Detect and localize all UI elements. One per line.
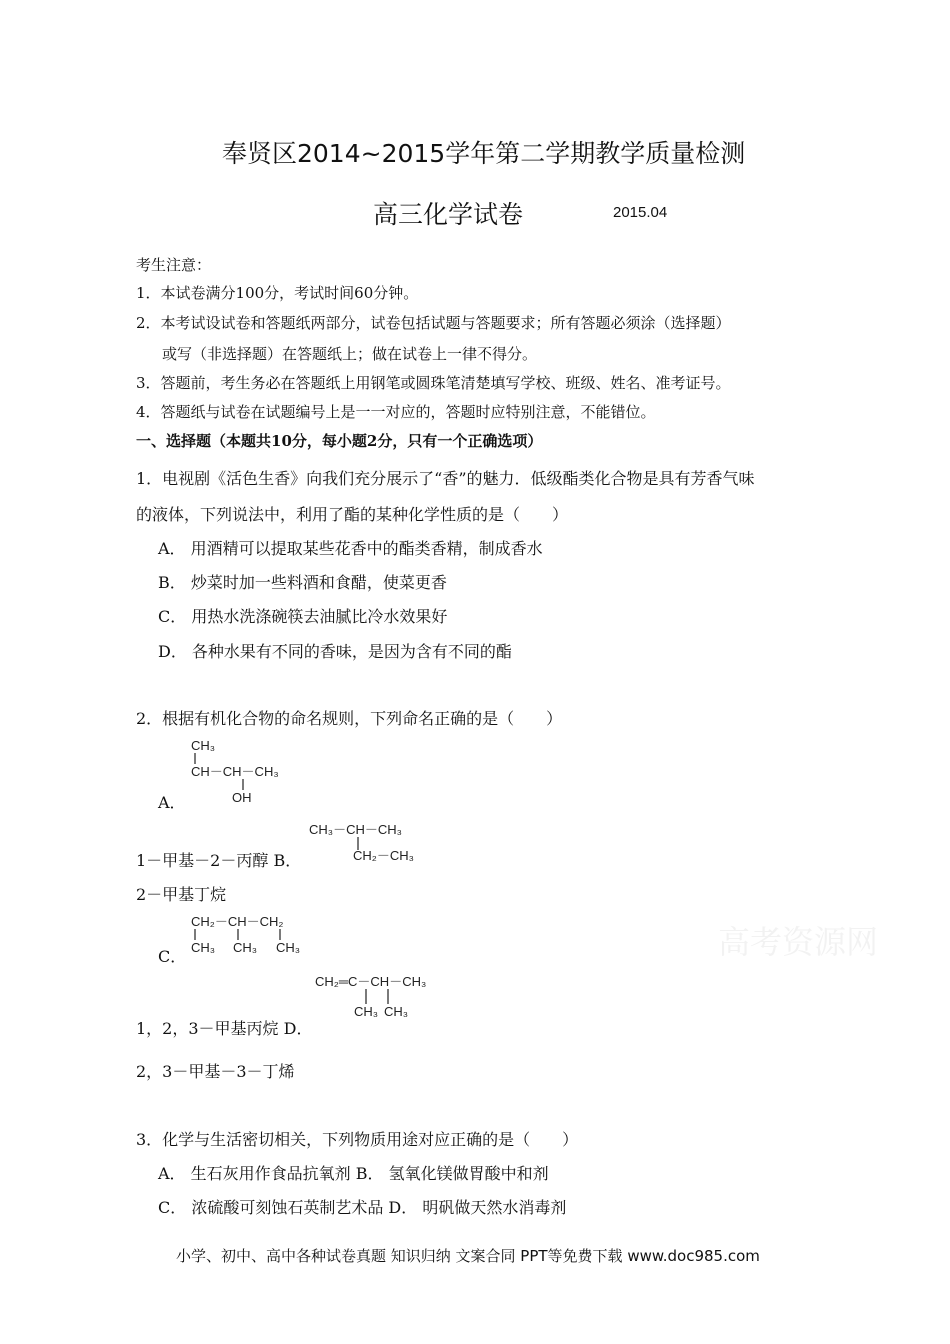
struct-a-top: CH₃ xyxy=(191,738,216,753)
q3-options-row2: C． 浓硫酸可刻蚀石英制艺术品 D． 明矾做天然水消毒剂 xyxy=(158,1198,567,1217)
q2-label-c: C． xyxy=(158,947,187,966)
struct-c-sub-1: CH₃ xyxy=(191,940,216,955)
q1-stem-line2: 的液体，下列说法中，利用了酯的某种化学性质的是（ ） xyxy=(136,505,569,524)
q2-label-a: A． xyxy=(158,793,186,812)
q2-line-cd: 1，2，3－甲基丙烷 D． xyxy=(136,1019,313,1038)
q3-stem: 3．化学与生活密切相关，下列物质用途对应正确的是（ ） xyxy=(136,1130,579,1149)
struct-c-main: CH₂－CH－CH₂ xyxy=(191,914,284,929)
page-footer: 小学、初中、高中各种试卷真题 知识归纳 文案合同 PPT等免费下载 www.doc985.com xyxy=(176,1247,760,1265)
struct-c-sub-3: CH₃ xyxy=(276,940,301,955)
notice-item-2: 2．本考试设试卷和答题纸两部分，试卷包括试题与答题要求；所有答题必须涂（选择题） xyxy=(136,314,731,332)
q1-option-d: D． 各种水果有不同的香味，是因为含有不同的酯 xyxy=(158,642,512,661)
q2-line-b: 2－甲基丁烷 xyxy=(136,885,227,904)
notice-heading: 考生注意： xyxy=(136,256,212,274)
struct-b-sub: CH₂－CH₃ xyxy=(353,848,414,863)
q1-option-c: C． 用热水洗涤碗筷去油腻比冷水效果好 xyxy=(158,607,448,626)
section-heading: 一、选择题（本题共10分，每小题2分，只有一个正确选项） xyxy=(136,432,543,450)
watermark: 高考资源网 xyxy=(718,923,879,961)
notice-item-2-cont: 或写（非选择题）在答题纸上；做在试卷上一律不得分。 xyxy=(162,345,538,363)
q2-structure-c xyxy=(188,910,318,960)
struct-d-sub-1: CH₃ xyxy=(354,1004,379,1019)
struct-b-main: CH₃－CH－CH₃ xyxy=(309,822,402,837)
q2-line-d: 2，3－甲基－3－丁烯 xyxy=(136,1062,295,1081)
notice-item-3: 3．答题前，考生务必在答题纸上用钢笔或圆珠笔清楚填写学校、班级、姓名、准考证号。 xyxy=(136,374,731,392)
exam-date: 2015.04 xyxy=(613,204,668,221)
q2-stem: 2．根据有机化合物的命名规则，下列命名正确的是（ ） xyxy=(136,709,563,728)
struct-c-sub-2: CH₃ xyxy=(233,940,258,955)
q3-options-row1: A． 生石灰用作食品抗氧剂 B． 氢氧化镁做胃酸中和剂 xyxy=(158,1164,549,1183)
q1-option-b: B． 炒菜时加一些料酒和食醋，使菜更香 xyxy=(158,573,447,592)
q2-line-ab: 1－甲基－2－丙醇 B． xyxy=(136,851,302,870)
q1-stem-line1: 1．电视剧《活色生香》向我们充分展示了“香”的魅力．低级酯类化合物是具有芳香气味 xyxy=(136,469,755,488)
struct-d-main: CH₂═C－CH－CH₃ xyxy=(315,974,427,989)
q1-option-a: A． 用酒精可以提取某些花香中的酯类香精，制成香水 xyxy=(158,539,543,558)
q2-structure-b xyxy=(306,818,446,868)
q2-structure-d xyxy=(312,970,462,1022)
exam-title: 奉贤区2014~2015学年第二学期教学质量检测 xyxy=(222,139,746,168)
exam-subtitle: 高三化学试卷 xyxy=(373,200,524,229)
struct-d-sub-2: CH₃ xyxy=(384,1004,409,1019)
q2-structure-a xyxy=(188,736,318,808)
notice-item-1: 1．本试卷满分100分，考试时间60分钟。 xyxy=(136,284,419,302)
struct-a-main: CH－CH－CH₃ xyxy=(191,764,279,779)
struct-a-sub: OH xyxy=(232,790,252,805)
notice-item-4: 4．答题纸与试卷在试题编号上是一一对应的，答题时应特别注意，不能错位。 xyxy=(136,403,656,421)
